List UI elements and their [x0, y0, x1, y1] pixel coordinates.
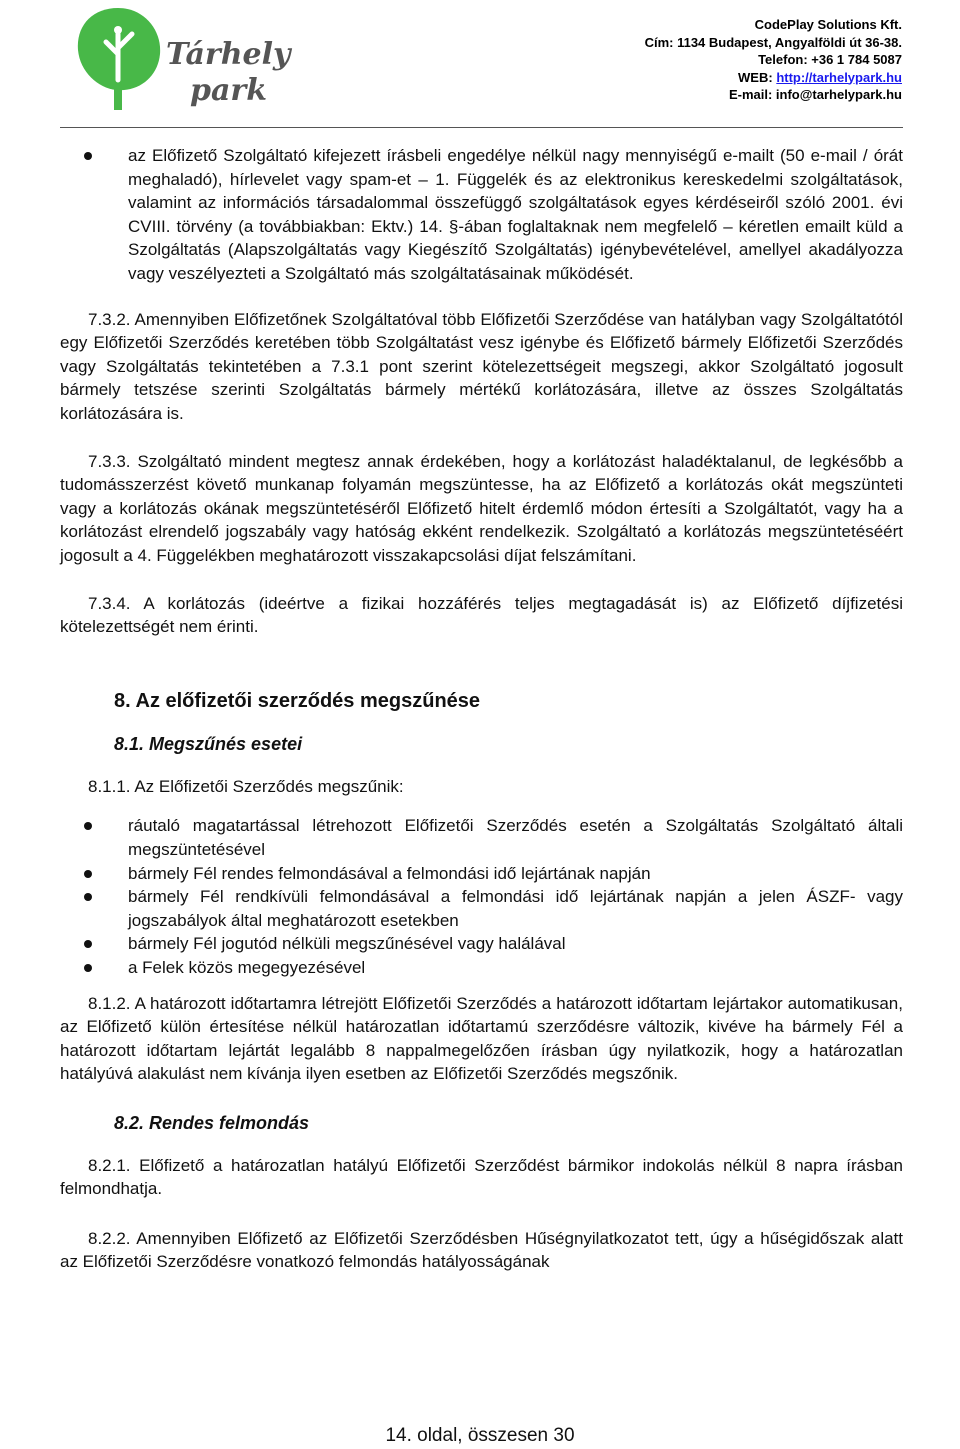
- section-heading-8-2: 8.2. Rendes felmondás: [114, 1113, 310, 1133]
- company-web: WEB: http://tarhelypark.hu: [738, 69, 902, 85]
- company-phone: Telefon: +36 1 784 5087: [758, 52, 902, 67]
- list-item: ráutaló magatartással létrehozott Előfizetői Szerződés esetén a Szolgáltatás Szolgáltató általi megszüntetésével: [60, 814, 903, 861]
- header-divider: [60, 127, 903, 128]
- list-item: a Felek közös megegyezésével: [60, 956, 903, 980]
- page-header: [0, 0, 960, 130]
- bullet-list-top: [60, 144, 903, 286]
- company-address: Cím: 1134 Budapest, Angyalföldi út 36-38.: [644, 34, 902, 50]
- paragraph-7-3-2: 7.3.2. Amennyiben Előfizetőnek Szolgáltatóval több Előfizetői Szerződése van hatályban vagy Szolgáltatótól egy Előfizetői Szerződés keretében több Szolgáltatást vesz igénybe és Előfizető bármely Előfizetői Szerződés vagy Szolgáltatás tekintetében a 7.3.1 pont szerint kötelezettségeit megszegi, akkor Szolgáltató jogosult bármely tetszése szerinti Szolgáltatás bármely mértékű korlátozására, illetve az összes Szolgáltatás korlátozására is.: [60, 309, 903, 423]
- page-footer: 14. oldal, összesen 30: [385, 1425, 575, 1446]
- section-heading-8: 8. Az előfizetői szerződés megszűnése: [114, 689, 481, 712]
- paragraph-8-2-2: 8.2.2. Amennyiben Előfizető az Előfizetői Szerződésben Hűségnyilatkozatot tett, úgy a hűségidőszak alatt az Előfizetői Szerződésre vonatkozó felmondás hatályosságának: [60, 1228, 903, 1272]
- company-name: CodePlay Solutions Kft.: [754, 17, 902, 32]
- bullet-list-8-1-1: [60, 814, 903, 979]
- paragraph-8-1-2: 8.1.2. A határozott időtartamra létrejött Előfizetői Szerződés a határozott időtartam lejártakor automatikusan, az Előfizető külön értesítése nélkül határozatlan időtartamú szerződésre változik, kivéve ha bármely Fél a határozott időtartam lejártát legalább 8 nappalmegelőzően írásban úgy nyilatkozik, hogy a határozatlan hatályúvá alakulást nem kívánja ilyen esetben az Előfizetői Szerződés megszőnik.: [60, 993, 903, 1084]
- company-info: [645, 16, 902, 104]
- web-link[interactable]: http://tarhelypark.hu: [776, 69, 902, 85]
- list-item: bármely Fél jogutód nélküli megszűnésével vagy halálával: [60, 932, 903, 956]
- list-item: bármely Fél rendkívüli felmondásával a felmondási idő lejártának napján a jelen ÁSZF- vagy jogszabályok által meghatározott esetekben: [60, 885, 903, 932]
- section-heading-8-1: 8.1. Megszűnés esetei: [114, 734, 303, 755]
- paragraph-8-2-1: 8.2.1. Előfizető a határozatlan hatályú Előfizetői Szerződést bármikor indokolás nélkül 8 napra írásban felmondhatja.: [60, 1155, 903, 1199]
- paragraph-7-3-3: 7.3.3. Szolgáltató mindent megtesz annak érdekében, hogy a korlátozást haladéktalanul, de legkésőbb a tudomásszerzést követő munkanap folyamán megszüntesse, ha az Előfizető a korlátozás okát megszünteti vagy a korlátozás okának megszüntetéséről Előfizető hitelt érdemlő módon értesíti a Szolgáltatót, vagy ha a korlátozást elrendelő jogszabály vagy hatóság ekként rendelkezik. Szolgáltató a korlátozás megszüntetéséért jogosult a 4. Függelékben meghatározott visszakapcsolási díjat felszámítani.: [60, 451, 903, 565]
- paragraph-8-1-1: 8.1.1. Az Előfizetői Szerződés megszűnik:: [88, 776, 404, 796]
- svg-text:park: park: [190, 73, 268, 108]
- list-item: az Előfizető Szolgáltató kifejezett írásbeli engedélye nélkül nagy mennyiségű e-mailt (50 e-mail / órát meghaladó), hírlevelet vagy spam-et – 1. Függelék és az elektronikus kereskedelmi szolgáltatások, valamint az információs társadalommal összefüggő szolgáltatások egyes kérdéseiről szóló 2001. évi CVIII. törvény (a továbbiakban: Ektv.) 14. §-ában foglaltaknak nem megfelelő – kéretlen emailt küld a Szolgáltatás (Alapszolgáltatás vagy Kiegészítő Szolgáltatás) igénybevételével, amellyel akadályozza vagy veszélyezteti a Szolgáltató más szolgáltatásainak működését.: [60, 144, 903, 286]
- tarhelypark-logo: [70, 4, 291, 114]
- paragraph-7-3-4: 7.3.4. A korlátozás (ideértve a fizikai hozzáférés teljes megtagadását is) az Előfizető díjfizetési kötelezettségét nem érinti.: [60, 593, 903, 637]
- company-email: E-mail: info@tarhelypark.hu: [728, 87, 902, 102]
- list-item: bármely Fél rendes felmondásával a felmondási idő lejártának napján: [60, 862, 903, 886]
- page-content: [60, 144, 903, 1274]
- svg-text:Tárhely: Tárhely: [166, 37, 291, 72]
